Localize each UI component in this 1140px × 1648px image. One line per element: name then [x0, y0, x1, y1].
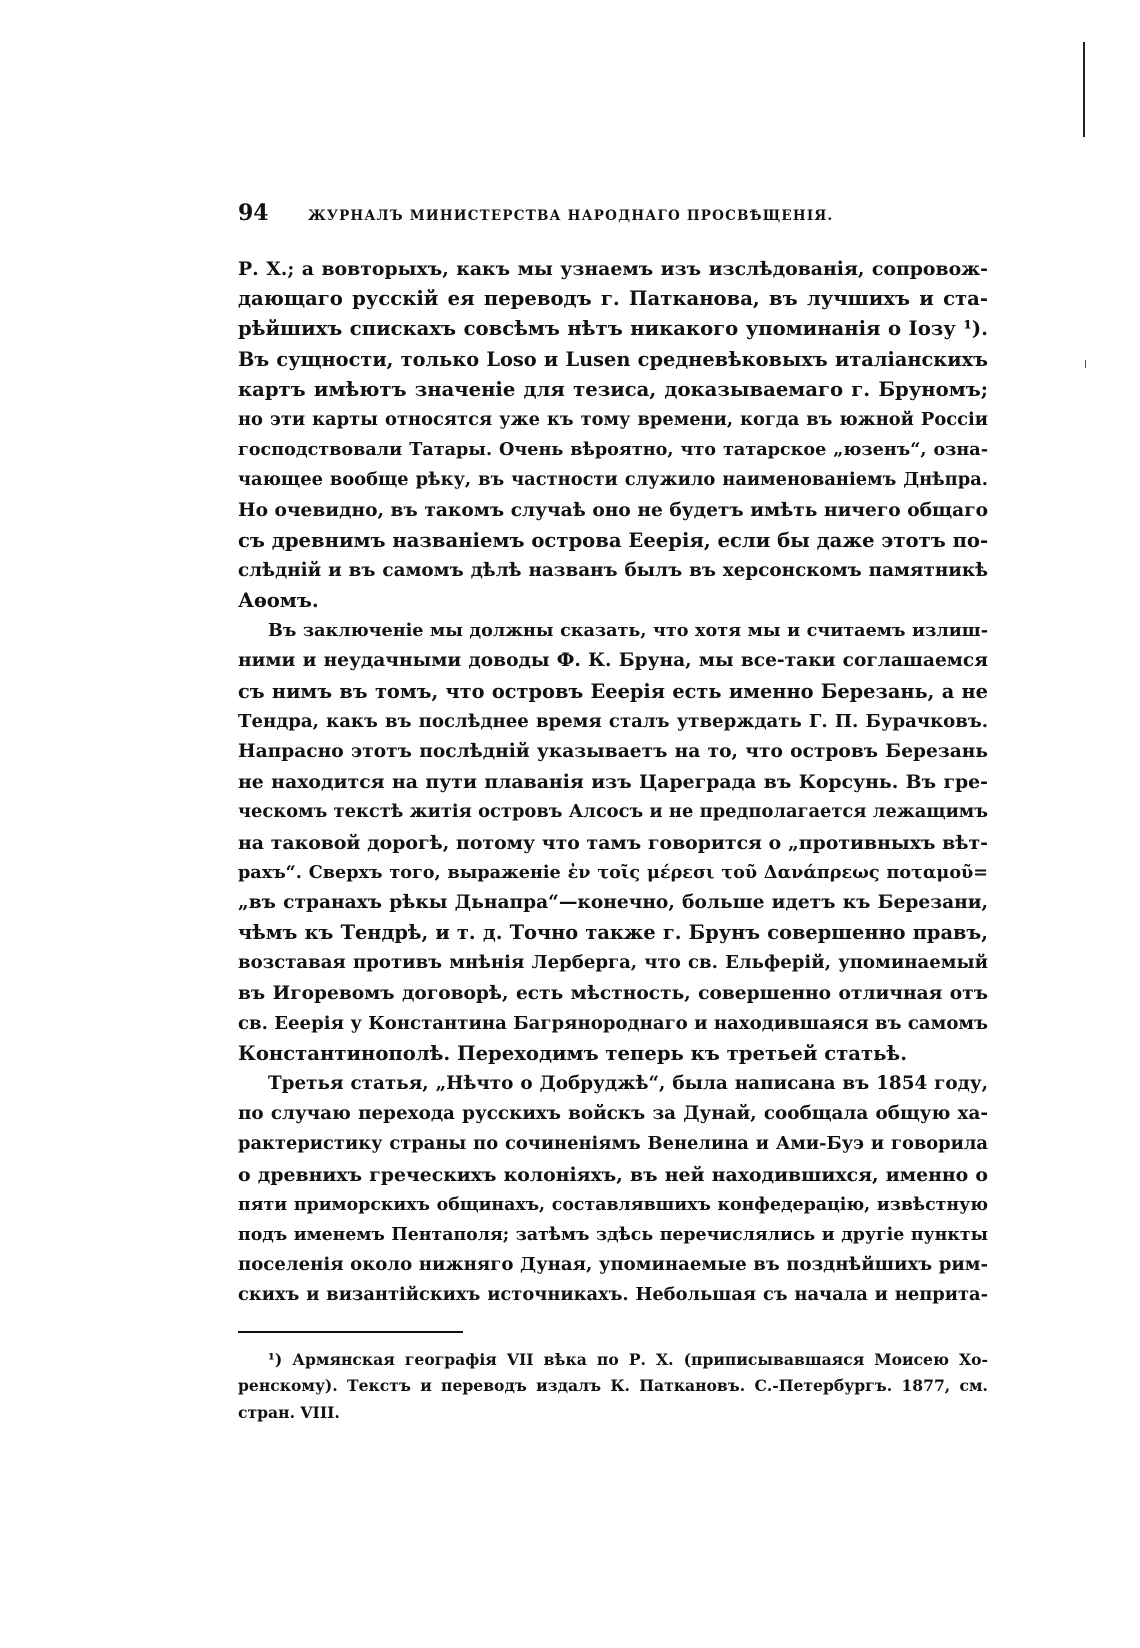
text-line: картъ имѣютъ значеніе для тезиса, доказываемаго г. Бруномъ;	[238, 377, 988, 401]
text-line: но эти карты относятся уже къ тому времени, когда въ южной Россіи	[238, 408, 988, 430]
text-line: съ нимъ въ томъ, что островъ Ееерія есть именно Березань, а не	[238, 679, 988, 703]
page-number: 94	[238, 200, 269, 226]
scan-edge-mark-small	[1085, 360, 1086, 368]
text-line: Третья статья, „Нѣчто о Добруджѣ“, была написана въ 1854 году,	[268, 1073, 988, 1095]
text-line: съ древнимъ названіемъ острова Ееерія, если бы даже этотъ по-	[238, 528, 988, 552]
page-header	[238, 200, 988, 230]
text-line: рѣйшихъ спискахъ совсѣмъ нѣтъ никакого упоминанія о Іозу ¹).	[238, 317, 988, 341]
text-line: дающаго русскій ея переводъ г. Патканова, въ лучшихъ и ста-	[238, 287, 988, 311]
text-line: рактеристику страны по сочиненіямъ Венелина и Ами-Буэ и говорила	[238, 1133, 988, 1155]
footnote-line: стран. VIII.	[238, 1402, 340, 1422]
text-line: Аѳомъ.	[238, 589, 319, 613]
footnote	[238, 1347, 988, 1427]
text-line: на таковой дорогѣ, потому что тамъ говорится о „противныхъ вѣт-	[238, 831, 988, 854]
text-line: Р. Х.; а вовторыхъ, какъ мы узнаемъ изъ изслѣдованія, сопровож-	[238, 258, 988, 280]
text-line: Въ заключеніе мы должны сказать, что хотя мы и считаемъ излиш-	[268, 620, 988, 642]
running-head: ЖУРНАЛЪ МИНИСТЕРСТВА НАРОДНАГО ПРОСВѢЩЕНІЯ.	[308, 208, 834, 224]
text-line: чѣмъ къ Тендрѣ, и т. д. Точно также г. Брунъ совершенно правъ,	[238, 921, 988, 945]
footnote-line: ¹) Армянская географія VII вѣка по Р. Х. (приписывавшаяся Моисею Хо-	[268, 1349, 988, 1369]
text-line: о древнихъ греческихъ колоніяхъ, въ ней находившихся, именно о	[238, 1163, 988, 1186]
text-line: по случаю перехода русскихъ войскъ за Дунай, сообщала общую ха-	[238, 1103, 988, 1125]
text-line: „въ странахъ рѣкы Дьнапра“—конечно, больше идетъ къ Березани,	[238, 891, 988, 913]
text-line: Тендра, какъ въ послѣднее время сталъ утверждать Г. П. Бурачковъ.	[238, 710, 988, 732]
text-line: св. Ееерія у Константина Багрянороднаго и находившаяся въ самомъ	[238, 1012, 988, 1034]
text-line: возставая противъ мнѣнія Лерберга, что св. Ельферій, упоминаемый	[238, 952, 988, 974]
footnote-line: ренскому). Текстъ и переводъ издалъ К. Паткановъ. С.-Петербургъ. 1877, см.	[238, 1376, 988, 1396]
text-line: ческомъ текстѣ житія островъ Алсосъ и не предполагается лежащимъ	[238, 801, 988, 823]
body-text	[238, 254, 988, 1311]
text-line: не находится на пути плаванія изъ Цареграда въ Корсунь. Въ гре-	[238, 771, 988, 794]
text-line: Но очевидно, въ такомъ случаѣ оно не будетъ имѣть ничего общаго	[238, 499, 988, 521]
book-page	[238, 200, 988, 1426]
text-line: Въ сущности, только Loso и Lusen средневѣковыхъ италіанскихъ	[238, 347, 988, 371]
text-line: подъ именемъ Пентаполя; затѣмъ здѣсь перечислялись и другіе пункты	[238, 1225, 988, 1245]
text-line: господствовали Татары. Очень вѣроятно, что татарское „юзенъ“, озна-	[238, 439, 988, 461]
text-line: Напрасно этотъ послѣдній указываетъ на то, что островъ Березань	[238, 741, 988, 762]
text-line: ними и неудачными доводы Ф. К. Бруна, мы все-таки соглашаемся	[238, 650, 988, 672]
footnote-divider	[238, 1331, 463, 1333]
text-line: пяти приморскихъ общинахъ, составлявшихъ конфедерацію, извѣстную	[238, 1194, 988, 1215]
text-line: рахъ“. Сверхъ того, выраженіе ἐν τοῖς μέρεσι τοῦ Δανάπρεως ποταμοῦ=	[238, 861, 988, 883]
text-line: слѣдній и въ самомъ дѣлѣ названъ былъ въ херсонскомъ памятникѣ	[238, 559, 988, 581]
text-line: чающее вообще рѣку, въ частности служило наименованіемъ Днѣпра.	[238, 469, 988, 491]
text-line: Константинополѣ. Переходимъ теперь къ третьей статьѣ.	[238, 1041, 908, 1065]
text-line: поселенія около нижняго Дуная, упоминаемые въ позднѣйшихъ рим-	[238, 1254, 988, 1276]
text-line: въ Игоревомъ договорѣ, есть мѣстность, совершенно отличная отъ	[238, 982, 988, 1004]
scan-edge-mark	[1083, 42, 1085, 137]
text-line: скихъ и византійскихъ источникахъ. Небольшая съ начала и неприта-	[238, 1284, 988, 1306]
